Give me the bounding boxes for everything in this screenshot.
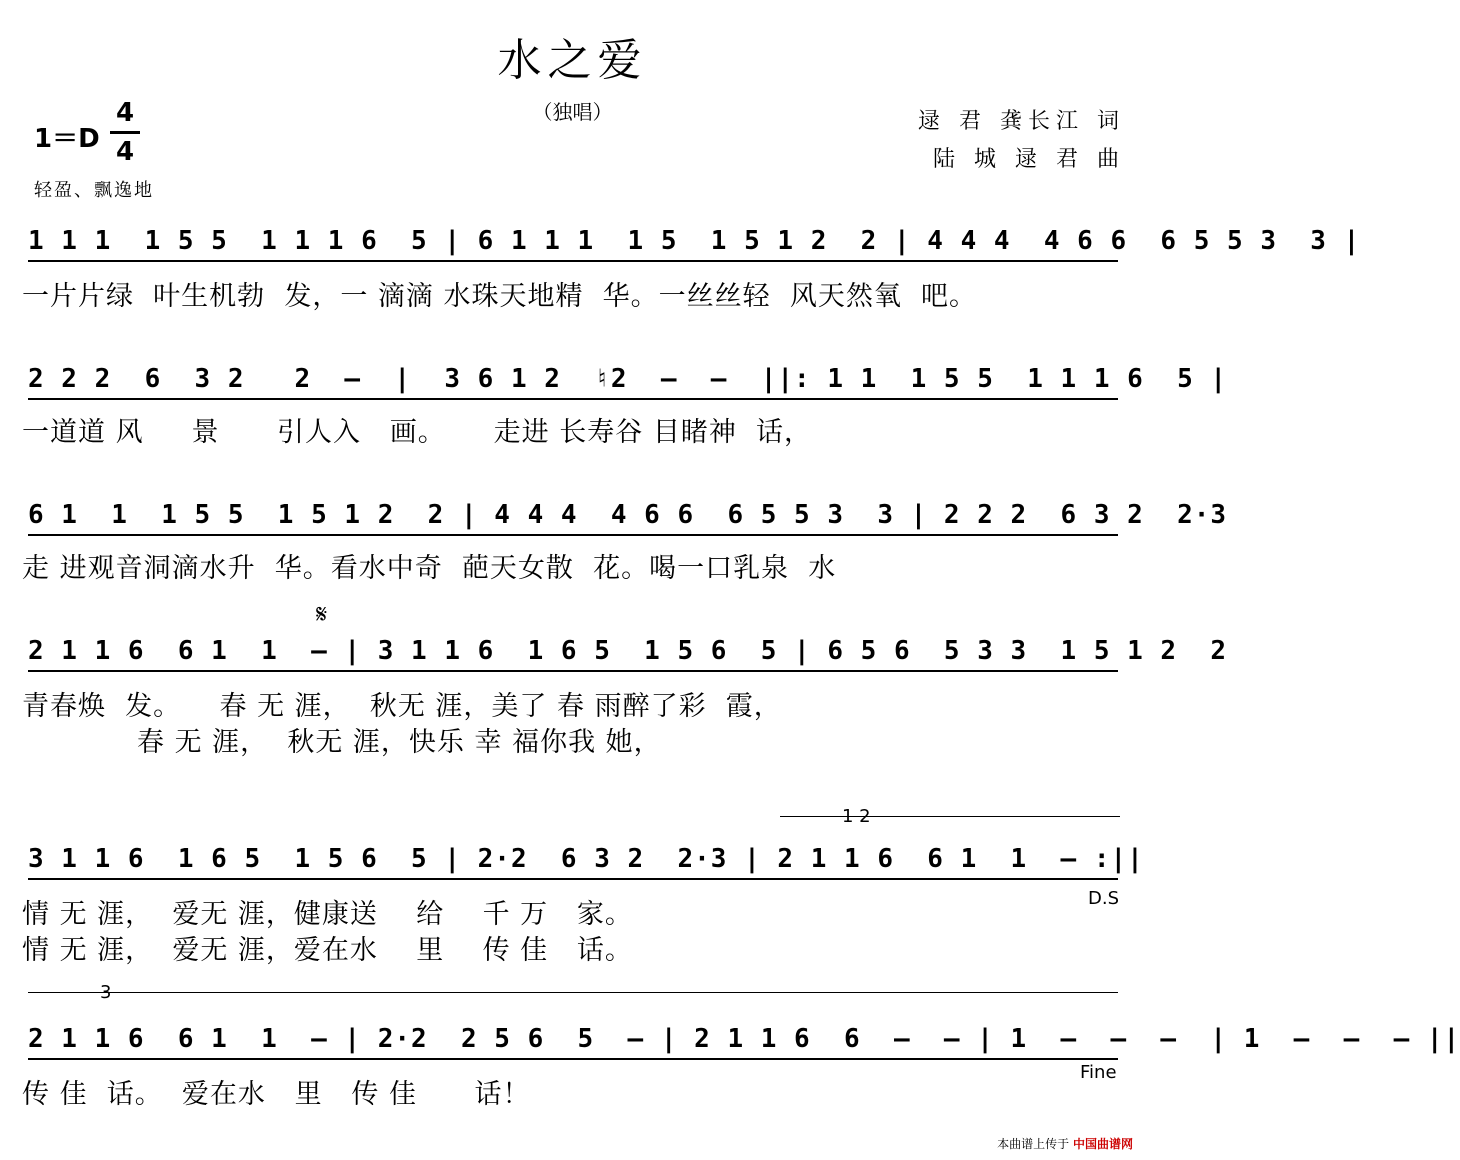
- staff-line-5: [20, 806, 1144, 972]
- lyrics-line-4a: 青春焕 发。 春 无 涯， 秋无 涯，美了 春 雨醉了彩 霞，: [22, 691, 782, 722]
- staff-line-1: [20, 212, 1361, 322]
- notes-line-6: 2 1 1 6 6 1 1 – | 2·2 2 5 6 5 – | 2 1 1 6 6 – – | 1 – – – | 1 – – – ||: [28, 1024, 1460, 1054]
- lyrics-credit: 逯 君 龚长江 词: [918, 109, 1125, 134]
- music-credit: 陆 城 逯 君 曲: [933, 147, 1125, 172]
- time-signature: [108, 96, 142, 169]
- song-title: 水之爱: [497, 35, 648, 86]
- lyrics-line-6: 传 佳 话。 爱在水 里 传 佳 话！: [22, 1079, 531, 1110]
- staff-line-2: [20, 352, 1228, 452]
- volta-bracket-3: [28, 992, 1118, 1003]
- lyrics-line-3: 走 进观音洞滴水升 华。看水中奇 葩天女散 花。喝一口乳泉 水: [22, 553, 837, 584]
- staff-line-3: [20, 490, 1228, 590]
- segno-sign: 𝄋: [316, 600, 328, 630]
- beam-line: [28, 534, 1118, 536]
- notes-line-1: 1 1 1 1 5 5 1 1 1 6 5 | 6 1 1 1 1 5 1 5 1 2 2 | 4 4 4 4 6 6 6 5 5 3 3 |: [28, 226, 1361, 256]
- notes-line-2: 2 2 2 6 3 2 2 – | 3 6 1 2 ♮2 – – ||: 1 1 1 5 5 1 1 1 6 5 |: [28, 364, 1228, 394]
- notes-line-3: 6 1 1 1 5 5 1 5 1 2 2 | 4 4 4 4 6 6 6 5 5 3 3 | 2 2 2 6 3 2 2·3: [28, 500, 1228, 530]
- fine-marking: Fine: [1080, 1062, 1117, 1083]
- volta-bracket-1-2: [780, 816, 1120, 827]
- beam-line: [28, 670, 1118, 672]
- beam-line: [28, 260, 1118, 262]
- notes-line-4: 2 1 1 6 6 1 1 – | 3 1 1 6 1 6 5 1 5 6 5 | 6 5 6 5 3 3 1 5 1 2 2: [28, 636, 1228, 666]
- key-signature: 1＝D: [34, 124, 100, 154]
- ds-marking: D.S: [1088, 888, 1120, 909]
- source-footer: [997, 1135, 1133, 1152]
- beam-line: [28, 1058, 1118, 1060]
- lyrics-line-2: 一道道 风 景 引人入 画。 走进 长寿谷 目睹神 话，: [22, 417, 812, 448]
- footer-text: 本曲谱上传于: [997, 1137, 1070, 1151]
- time-divider: [110, 131, 140, 134]
- lyrics-line-1: 一片片绿 叶生机勃 发，一 滴滴 水珠天地精 华。一丝丝轻 风天然氧 吧。: [22, 281, 977, 312]
- beam-line: [28, 398, 1118, 400]
- lyrics-line-5b: 情 无 涯， 爱无 涯，爱在水 里 传 佳 话。: [22, 935, 633, 966]
- beam-line: [28, 878, 1118, 880]
- site-logo: 中国曲谱网: [1072, 1137, 1133, 1151]
- tempo-marking: 轻盈、飘逸地: [34, 180, 154, 201]
- performance-type: （独唱）: [532, 100, 613, 124]
- staff-line-4: [20, 600, 1228, 760]
- staff-line-6: [20, 982, 1460, 1114]
- lyrics-line-4b: 春 无 涯， 秋无 涯，快乐 幸 福你我 她，: [22, 727, 662, 758]
- volta-label: 1 2: [842, 806, 871, 827]
- lyrics-line-5a: 情 无 涯， 爱无 涯，健康送 给 千 万 家。: [22, 899, 633, 930]
- time-numerator: 4: [115, 98, 135, 128]
- volta-label: 3: [100, 982, 112, 1003]
- time-denominator: 4: [115, 137, 135, 167]
- notes-line-5: 3 1 1 6 1 6 5 1 5 6 5 | 2·2 6 3 2 2·3 | 2 1 1 6 6 1 1 – :||: [28, 844, 1144, 874]
